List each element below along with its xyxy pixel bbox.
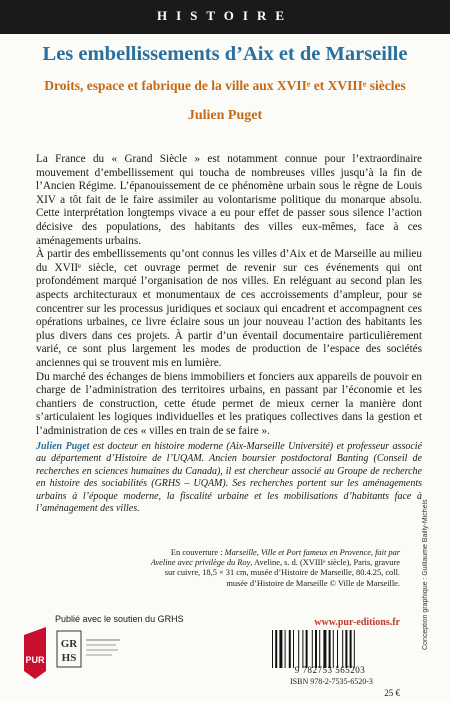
grhs-logo-icon [56, 630, 124, 668]
series-name: HISTOIRE [156, 8, 294, 23]
author-bio-name: Julien Puget [36, 441, 90, 452]
publisher-website[interactable]: www.pur-editions.fr [314, 617, 400, 628]
cover-credit-label: En couverture : [170, 548, 225, 557]
price: 25 € [384, 688, 400, 698]
barcode-digits: 9 782753 565203 [294, 665, 366, 675]
book-title: Les embellissements d’Aix et de Marseille [42, 43, 408, 65]
book-author: Julien Puget [187, 108, 263, 123]
cover-credit-title: Marseille, Ville et Port fameux en Provence, fait par Aveline avec privilège du Roy [150, 548, 400, 568]
blurb-paragraph-1: La France du « Grand Siècle » est notamment connue pour l’extraordinaire mouvement d’embellissement qui toucha de nombreuses villes jusqu’à la fin de l’Ancien Régime. L’épanouissement de ce phénomène urbain sous le règne de Louis XIV a tôt fait de le faire assimiler au volontarisme politique du monarque absolu. Cette interprétation longtemps vivace a eu pour effet de passer sous silence l’action décisive des populations, des habitants des villes eux-mêmes, face à ces aménagements urbains. [36, 153, 422, 247]
pur-logo-icon [22, 625, 48, 681]
isbn: ISBN 978-2-7535-6520-3 [290, 677, 373, 686]
book-subtitle: Droits, espace et fabrique de la ville aux XVIIᵉ et XVIIIᵉ siècles [44, 78, 406, 93]
support-note: Publié avec le soutien du GRHS [55, 614, 184, 624]
author-bio [36, 441, 422, 515]
blurb [36, 153, 422, 438]
cover-credit [150, 548, 400, 589]
blurb-paragraph-3: Du marché des échanges de biens immobiliers et fonciers aux appareils de pouvoir en charge de l’administration des territoires urbains, en passant par l’économie et les chantiers de construction, cette étude permet de mieux cerner la manière dont s’articulaient les logiques individuelles et les pratiques collectives dans la gestion et l’administration de ces « villes en train de se faire ». [36, 370, 422, 437]
grhs-logo-text-top: GR [60, 638, 78, 650]
author-bio-text: est docteur en histoire moderne (Aix-Marseille Université) et professeur associé au département d’Histoire de l’UQAM. Ancien boursier postdoctoral Banting (Conseil de recherches en sciences humaines du Canada), il est chercheur associé au Groupe de recherche en histoire des sociabilités (GRHS – UQAM). Ses recherches portent sur les aménagements urbains à l’époque moderne, la fiscalité urbaine et les mobilisations d’habitants face à l’aménagement des villes. [36, 441, 422, 515]
grhs-logo-text-bottom: HS [61, 652, 77, 664]
pur-logo-text: PUR [25, 655, 45, 665]
blurb-paragraph-2: À partir des embellissements qu’ont connus les villes d’Aix et de Marseille au milieu du XVIIᵉ siècle, cet ouvrage permet de revenir sur ces événements qui ont profondément marqué l’organisation de nos villes. En reléguant au second plan les aspects architecturaux et monumentaux de ces accroissements d’ampleur, pour se concentrer sur les processus juridiques et sociaux qui encadrent et accompagnent ces opérations urbaines, ce livre éclaire sous un jour nouveau l’action des habitants les plus divers dans ces projets. À partir d’un éventail documentaire particulièrement varié, ce sont plus largement les modes de production de l’espace des sociétés anciennes qui se trouvent mis en lumière. [36, 248, 422, 369]
cover-credit-details: , Aveline, s. d. (XVIIIᵉ siècle), Paris, gravure sur cuivre, 18,5 × 31 cm, musée d’Histoire de Marseille, 80.4.25, coll. musée d’Histoire de Marseille © Ville de Marseille. [164, 558, 400, 588]
design-credit: Conception graphique : Guillaume Bailly-Michels [422, 499, 429, 650]
barcode-icon [270, 630, 390, 670]
